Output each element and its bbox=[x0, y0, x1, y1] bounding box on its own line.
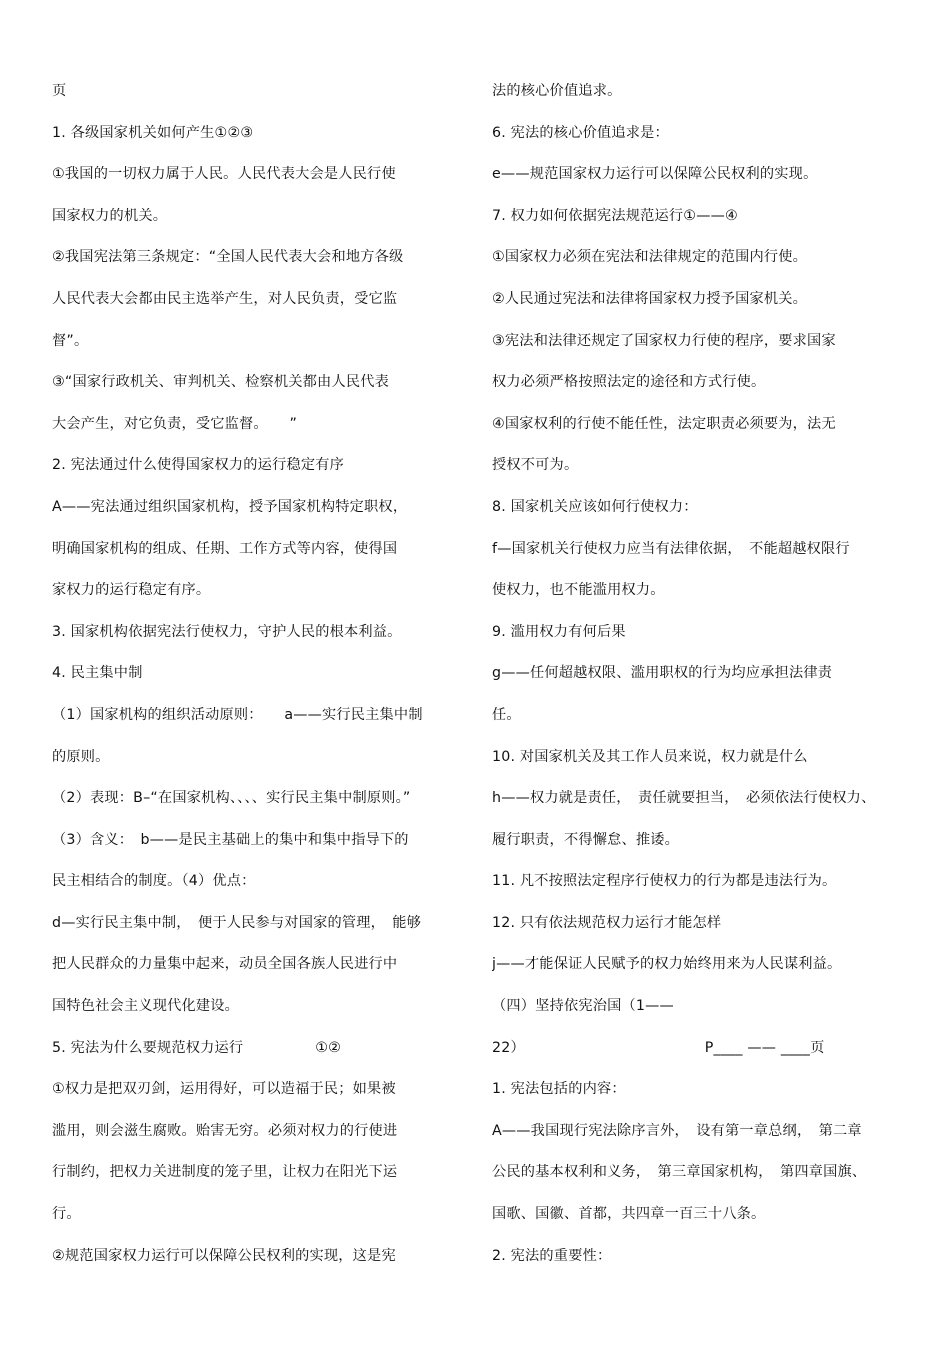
question-heading: 5. 宪法为什么要规范权力运行 ①② bbox=[52, 1039, 342, 1056]
question-heading: 7. 权力如何依据宪法规范运行①——④ bbox=[492, 207, 738, 224]
answer-line: f—国家机关行使权力应当有法律依据， 不能超越权限行 bbox=[492, 540, 850, 557]
text-line: 公民的基本权利和义务， 第三章国家机构， 第四章国旗、 bbox=[492, 1164, 867, 1181]
text-line: ①我国的一切权力属于人民。人民代表大会是人民行使 bbox=[52, 166, 396, 183]
text-line: 民主相结合的制度。（4）优点： bbox=[52, 873, 256, 890]
text-line: ①权力是把双刃剑，运用得好，可以造福于民；如果被 bbox=[52, 1081, 396, 1098]
answer-line: （1）国家机构的组织活动原则： a——实行民主集中制 bbox=[52, 706, 423, 723]
answer-line: e——规范国家权力运行可以保障公民权利的实现。 bbox=[492, 166, 818, 183]
text-line: 权力必须严格按照法定的途径和方式行使。 bbox=[492, 374, 766, 391]
answer-line: h——权力就是责任， 责任就要担当， 必须依法行使权力、 bbox=[492, 790, 876, 807]
question-heading: 8. 国家机关应该如何行使权力： bbox=[492, 498, 698, 515]
answer-line: A——宪法通过组织国家机构，授予国家机构特定职权， bbox=[52, 498, 408, 515]
text-line: 把人民群众的力量集中起来，动员全国各族人民进行中 bbox=[52, 956, 398, 973]
text-line: ②我国宪法第三条规定：“全国人民代表大会和地方各级 bbox=[52, 249, 404, 266]
question-heading: 12. 只有依法规范权力运行才能怎样 bbox=[492, 914, 722, 931]
question-heading: 1. 各级国家机关如何产生①②③ bbox=[52, 124, 254, 141]
text-line: 家权力的运行稳定有序。 bbox=[52, 582, 211, 599]
question-heading: 10. 对国家机关及其工作人员来说，权力就是什么 bbox=[492, 748, 808, 765]
question-heading: 9. 滥用权力有何后果 bbox=[492, 623, 626, 640]
section-heading: （四）坚持依宪治国（1—— bbox=[492, 998, 674, 1015]
text-line: 使权力，也不能滥用权力。 bbox=[492, 582, 665, 599]
text-line: 人民代表大会都由民主选举产生，对人民负责，受它监 bbox=[52, 290, 398, 307]
text-line: 大会产生，对它负责，受它监督。 ” bbox=[52, 415, 298, 432]
question-heading: 6. 宪法的核心价值追求是： bbox=[492, 124, 669, 141]
answer-line: j——才能保证人民赋予的权力始终用来为人民谋利益。 bbox=[492, 956, 842, 973]
text-line: 授权不可为。 bbox=[492, 457, 579, 474]
answer-line: A——我国现行宪法除序言外， 设有第一章总纲， 第二章 bbox=[492, 1122, 862, 1139]
left-column bbox=[52, 71, 462, 1277]
question-heading: 11. 凡不按照法定程序行使权力的行为都是违法行为。 bbox=[492, 873, 837, 890]
text-line: 法的核心价值追求。 bbox=[492, 83, 622, 99]
text-line: 国特色社会主义现代化建设。 bbox=[52, 998, 240, 1015]
question-heading: 4. 民主集中制 bbox=[52, 665, 143, 682]
text-line: 明确国家机构的组成、任期、工作方式等内容，使得国 bbox=[52, 540, 398, 557]
text-line: ②规范国家权力运行可以保障公民权利的实现，这是宪 bbox=[52, 1247, 396, 1264]
answer-line: d—实行民主集中制， 便于人民参与对国家的管理， 能够 bbox=[52, 914, 422, 931]
text-line: ③宪法和法律还规定了国家权力行使的程序，要求国家 bbox=[492, 332, 836, 349]
text-line: ①国家权力必须在宪法和法律规定的范围内行使。 bbox=[492, 249, 808, 266]
text-line: ④国家权利的行使不能任性，法定职责必须要为，法无 bbox=[492, 415, 836, 432]
text-line: 滥用，则会滋生腐败。贻害无穷。必须对权力的行使进 bbox=[52, 1122, 398, 1139]
answer-line: g——任何超越权限、滥用职权的行为均应承担法律责 bbox=[492, 665, 833, 682]
question-heading: 2. 宪法通过什么使得国家权力的运行稳定有序 bbox=[52, 457, 345, 474]
answer-line: （3）含义： b——是民主基础上的集中和集中指导下的 bbox=[52, 831, 409, 848]
right-column bbox=[492, 71, 900, 1277]
question-heading: 3. 国家机构依据宪法行使权力，守护人民的根本利益。 bbox=[52, 623, 402, 640]
question-heading: 2. 宪法的重要性： bbox=[492, 1247, 612, 1264]
text-line: ③“国家行政机关、审判机关、检察机关都由人民代表 bbox=[52, 374, 389, 391]
text-line: 行制约，把权力关进制度的笼子里，让权力在阳光下运 bbox=[52, 1164, 398, 1181]
text-line: 履行职责，不得懈怠、推诿。 bbox=[492, 831, 680, 848]
text-line: 任。 bbox=[492, 706, 521, 723]
text-line: 页 bbox=[52, 83, 67, 99]
answer-line: （2）表现：B–“在国家机构、、、、实行民主集中制原则。” bbox=[52, 790, 411, 807]
text-line: 督”。 bbox=[52, 332, 89, 349]
text-line: 国歌、国徽、首都，共四章一百三十八条。 bbox=[492, 1206, 766, 1223]
text-line: 行。 bbox=[52, 1206, 81, 1223]
page-range-line: 22） P____ —— ____页 bbox=[492, 1039, 825, 1056]
question-heading: 1. 宪法包括的内容： bbox=[492, 1081, 626, 1098]
text-line: 的原则。 bbox=[52, 748, 110, 765]
text-line: 国家权力的机关。 bbox=[52, 207, 168, 224]
text-line: ②人民通过宪法和法律将国家权力授予国家机关。 bbox=[492, 290, 808, 307]
